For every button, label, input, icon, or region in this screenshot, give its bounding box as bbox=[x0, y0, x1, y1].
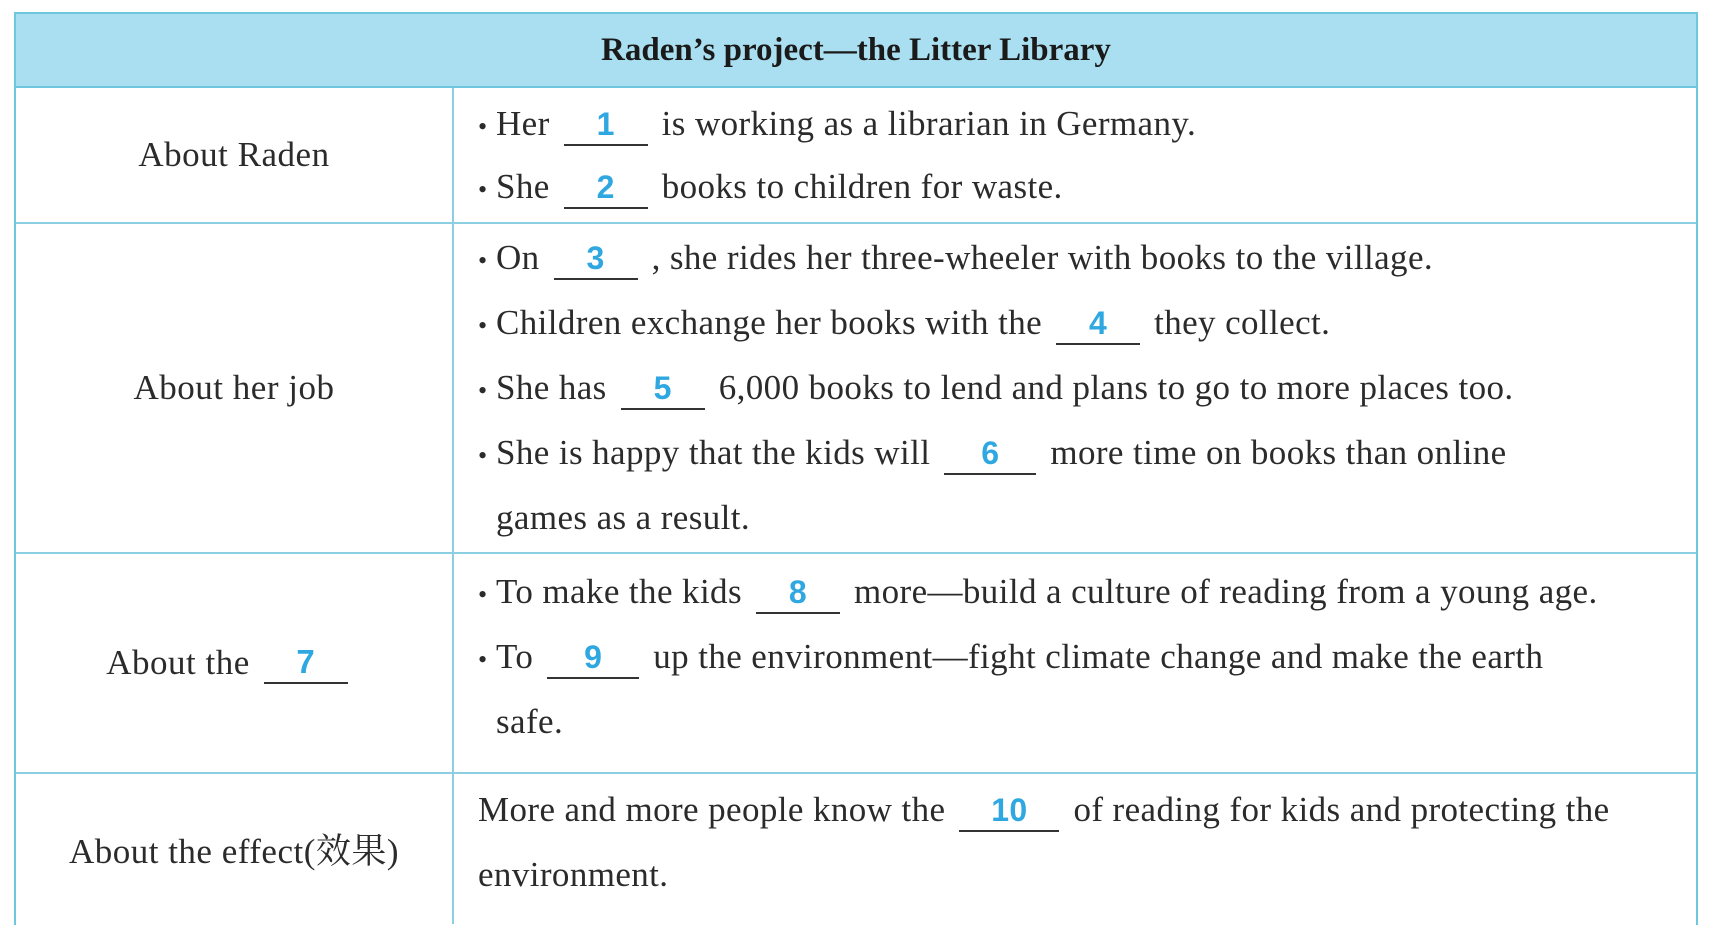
answer-blank: 10 bbox=[959, 790, 1059, 832]
table-row bbox=[16, 554, 1696, 774]
row-label: About her job bbox=[16, 224, 454, 552]
bullet-icon: • bbox=[478, 112, 488, 141]
line bbox=[478, 790, 1682, 832]
answer-blank: 8 bbox=[756, 572, 840, 614]
row-content bbox=[454, 554, 1696, 772]
line bbox=[496, 368, 1682, 410]
line-text: , she rides her three-wheeler with books to the village. bbox=[651, 238, 1434, 277]
line bbox=[496, 104, 1682, 146]
bullet-icon: • bbox=[478, 175, 488, 204]
line-text: To make the kids bbox=[496, 572, 742, 611]
line-text: Her bbox=[496, 104, 550, 143]
line-text: books to children for waste. bbox=[661, 167, 1063, 206]
line-text: more—build a culture of reading from a young age. bbox=[853, 572, 1598, 611]
line-text: To bbox=[496, 637, 534, 676]
line-text: She is happy that the kids will bbox=[496, 433, 931, 472]
bullet-icon: • bbox=[478, 311, 488, 340]
line bbox=[496, 637, 1682, 679]
row-content bbox=[454, 88, 1696, 222]
bullet-icon: • bbox=[478, 580, 488, 609]
answer-blank: 3 bbox=[554, 238, 638, 280]
table-row bbox=[16, 774, 1696, 924]
row-content bbox=[454, 224, 1696, 552]
line-text: of reading for kids and protecting the bbox=[1073, 790, 1610, 829]
line bbox=[496, 433, 1682, 475]
line-text: She has bbox=[496, 368, 607, 407]
line-text: more time on books than online bbox=[1050, 433, 1507, 472]
answer-blank: 1 bbox=[564, 104, 648, 146]
answer-blank: 9 bbox=[547, 637, 639, 679]
answer-blank: 4 bbox=[1056, 303, 1140, 345]
bullet-icon: • bbox=[478, 645, 488, 674]
bullet-icon: • bbox=[478, 441, 488, 470]
line-text: 6,000 books to lend and plans to go to more places too. bbox=[718, 368, 1514, 407]
table-row bbox=[16, 88, 1696, 224]
line-text: She bbox=[496, 167, 550, 206]
answer-blank: 2 bbox=[564, 167, 648, 209]
answer-blank: 6 bbox=[944, 433, 1036, 475]
row-label bbox=[16, 554, 454, 772]
line bbox=[496, 238, 1682, 280]
line-text: is working as a librarian in Germany. bbox=[661, 104, 1197, 143]
answer-blank: 7 bbox=[264, 642, 348, 684]
answer-blank: 5 bbox=[621, 368, 705, 410]
line bbox=[496, 572, 1682, 614]
table-title: Raden’s project—the Litter Library bbox=[16, 14, 1696, 88]
row-label: About the effect(效果) bbox=[16, 774, 454, 924]
line: environment. bbox=[478, 855, 669, 894]
line-text: More and more people know the bbox=[478, 790, 946, 829]
line-text: up the environment—fight climate change and make the earth bbox=[653, 637, 1544, 676]
row-label-text: About the bbox=[106, 643, 250, 682]
line-text: Children exchange her books with the bbox=[496, 303, 1043, 342]
line-text: they collect. bbox=[1154, 303, 1331, 342]
bullet-icon: • bbox=[478, 246, 488, 275]
line: safe. bbox=[496, 702, 564, 741]
line-text: On bbox=[496, 238, 540, 277]
row-content bbox=[454, 774, 1696, 924]
worksheet-table bbox=[14, 12, 1698, 925]
line bbox=[496, 167, 1682, 209]
bullet-icon: • bbox=[478, 376, 488, 405]
row-label: About Raden bbox=[16, 88, 454, 222]
line bbox=[496, 303, 1682, 345]
table-row bbox=[16, 224, 1696, 554]
line: games as a result. bbox=[496, 498, 751, 537]
